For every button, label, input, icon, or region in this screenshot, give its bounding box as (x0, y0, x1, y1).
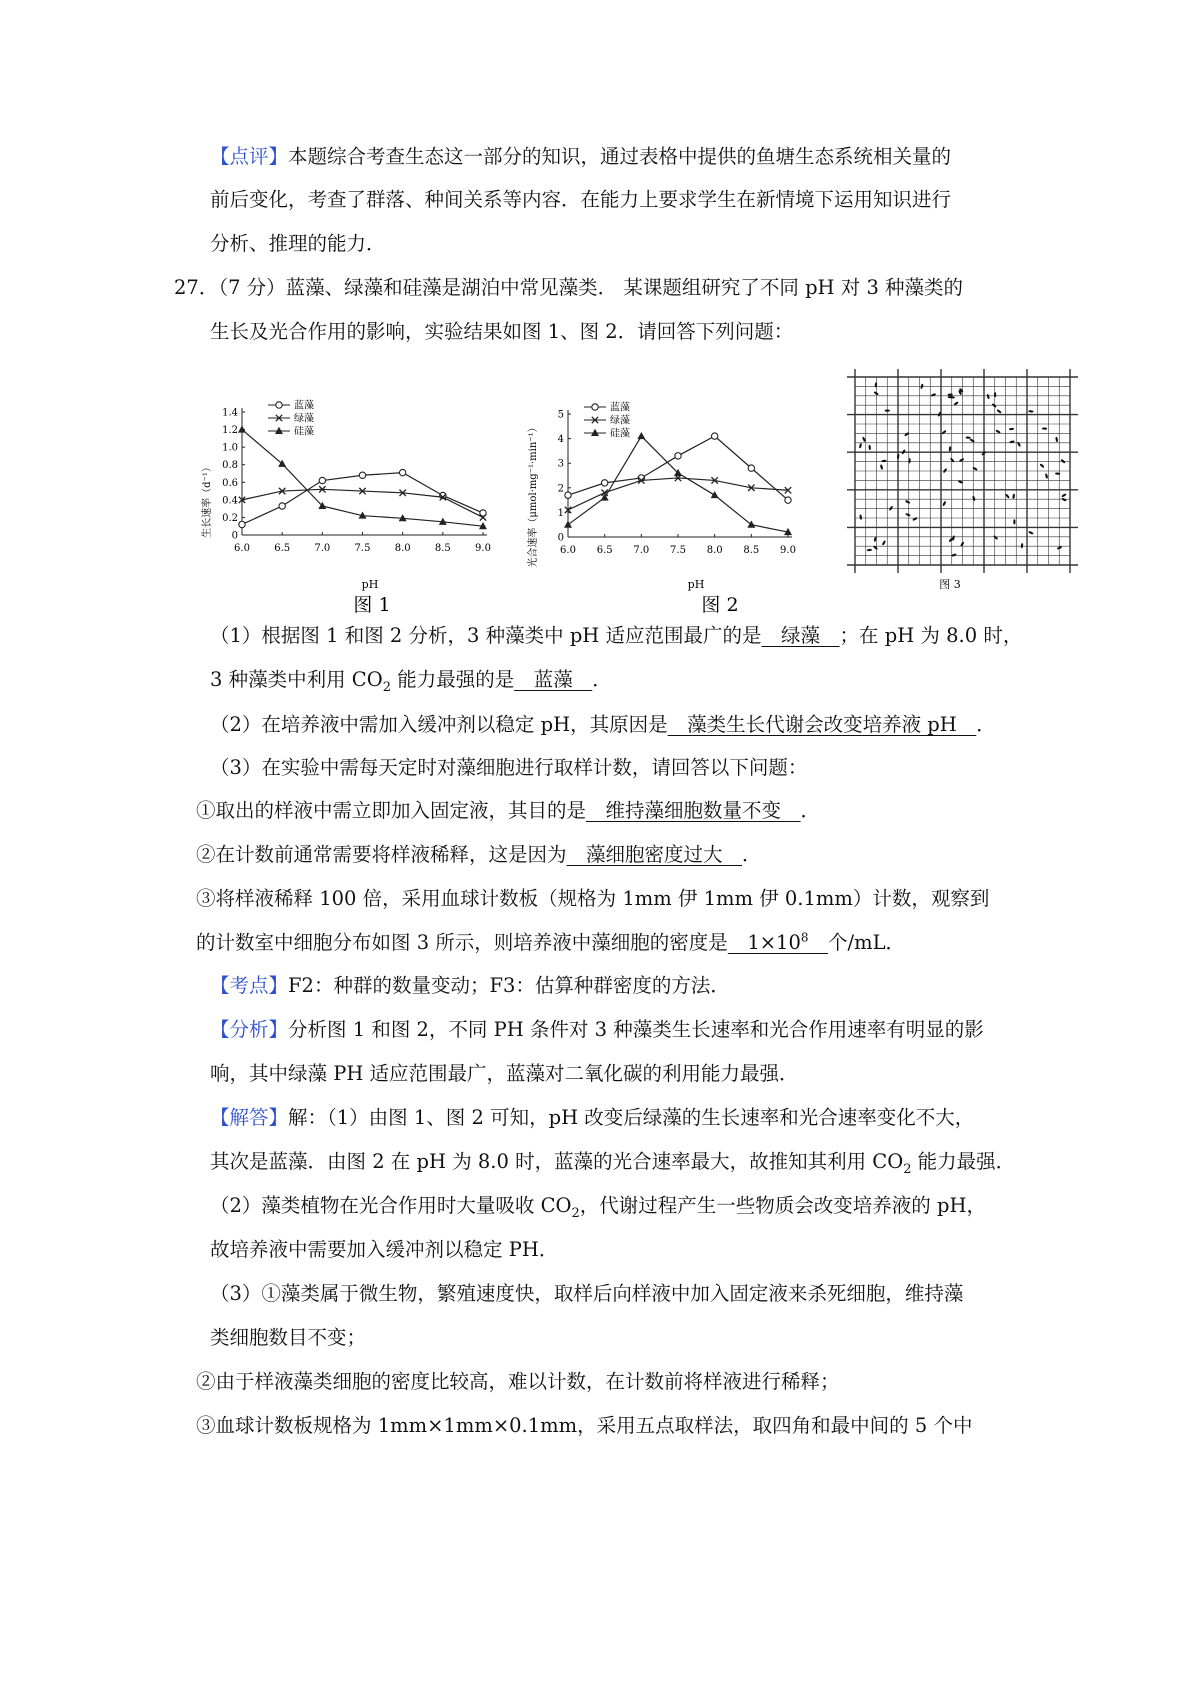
figure-2-ytick-label: 3 (557, 458, 564, 470)
part-1-text-d: 能力最强的是 (391, 668, 515, 691)
algae-cell (1028, 410, 1033, 413)
figure-2-ytick-label: 5 (557, 409, 564, 421)
algae-cell (1021, 543, 1024, 548)
figure-2-data-point (637, 432, 645, 439)
figure-2-xtick-label: 6.0 (560, 545, 576, 556)
figure-2-data-point (748, 465, 754, 471)
jieda-co2-sub-2: 2 (571, 1205, 580, 1221)
figure-2-data-point (711, 491, 719, 498)
algae-cell (859, 443, 863, 449)
review-line-1 (210, 143, 1030, 171)
part-2-text-a: （2）在培养液中需加入缓冲剂以稳定 pH，其原因是 (210, 713, 668, 736)
algae-cell (942, 501, 946, 507)
review-line-3: 分析、推理的能力． (210, 232, 386, 255)
algae-cell (993, 535, 998, 540)
figure-1-ytick-label: 1.0 (222, 442, 238, 454)
figure-2-data-point (785, 497, 791, 503)
sub-3-line-1: ③将样液稀释 100 倍，采用血球计数板（规格为 1mm 伊 1mm 伊 0.1mm）计数，观察到 (196, 887, 990, 910)
jieda-text-3a: （2）藻类植物在光合作用时大量吸收 CO (210, 1194, 572, 1217)
figure-2-data-point (747, 521, 755, 528)
answer-3-3-base: 1×10 (727, 931, 801, 954)
algae-cell (859, 514, 862, 519)
figure-1-chart (200, 385, 500, 620)
algae-cell (1028, 531, 1034, 535)
figure-1-data-point (359, 472, 365, 478)
jieda-line-2 (210, 1148, 1030, 1176)
figure-2-series-3 (564, 432, 792, 535)
algae-cell (931, 393, 937, 397)
answer-3-3-pad (809, 931, 829, 954)
jieda-line-1 (210, 1104, 1030, 1132)
figure-2-xtick-label: 9.0 (780, 545, 796, 556)
algae-cell (1012, 494, 1015, 499)
figure-1-data-point (399, 469, 405, 475)
algae-cell (994, 392, 996, 397)
algae-cell (1061, 493, 1067, 498)
algae-cell (1013, 519, 1015, 524)
algae-cell (868, 445, 871, 450)
answer-2: 藻类生长代谢会改变培养液 pH (667, 713, 977, 736)
co2-subscript: 2 (382, 679, 391, 695)
algae-cell (1060, 459, 1065, 464)
kaodian-line (210, 972, 1030, 1000)
answer-1-1: 绿藻 (761, 624, 840, 647)
fenxi-text-1: 分析图 1 和图 2，不同 PH 条件对 3 种藻类生长速率和光合作用速率有明显的影 (288, 1018, 984, 1041)
algae-cell (1042, 427, 1047, 430)
figure-2-data-point (564, 521, 572, 528)
figure-2-xtick-label: 8.0 (706, 545, 723, 556)
figure-1-ytick-label: 0 (231, 530, 238, 542)
figure-1-legend-label: 绿藻 (294, 413, 314, 425)
figure-2-series-1 (565, 433, 791, 503)
algae-cell (996, 409, 1001, 414)
algae-cell (880, 464, 883, 470)
figure-1-xtick-label: 8.5 (434, 543, 451, 554)
figure-3-counting-grid (845, 365, 1085, 600)
figure-2-legend-marker (592, 404, 598, 410)
review-tag: 【点评】 (210, 145, 289, 168)
algae-cell (950, 457, 955, 462)
figure-2-ytick-label: 0 (557, 532, 564, 544)
figure-2-data-point (675, 453, 681, 459)
figure-1-data-point (279, 503, 285, 509)
sub-2-text-b: ． (742, 843, 762, 866)
jieda-text-2a: 其次是蓝藻．由图 2 在 pH 为 8.0 时，蓝藻的光合速率最大，故推知其利用 CO (210, 1150, 904, 1173)
figure-2-legend-label: 蓝藻 (610, 402, 630, 414)
figure-2-legend-label: 硅藻 (610, 428, 630, 440)
sub-1-text-a: ①取出的样液中需立即加入固定液，其目的是 (196, 799, 587, 822)
answer-1-2: 蓝藻 (514, 668, 593, 691)
figure-2-xtick-label: 7.5 (670, 545, 686, 556)
question-27-line-1: 27．（7 分）蓝藻、绿藻和硅藻是湖泊中常见藻类． 某课题组研究了不同 pH 对 3 种藻类的 (174, 276, 964, 299)
figure-1-ytick-label: 0.8 (222, 460, 238, 472)
jieda-text-1: 解：（1）由图 1、图 2 可知，pH 改变后绿藻的生长速率和光合速率变化不大， (288, 1106, 975, 1129)
figure-1-legend-label: 蓝藻 (294, 400, 314, 412)
figure-1-xtick-label: 7.5 (354, 543, 371, 554)
algae-cell (966, 436, 971, 439)
sub-3-text-b: 个/mL． (828, 931, 906, 954)
figure-1-ytick-label: 0.2 (222, 512, 238, 524)
algae-cell (1045, 473, 1048, 479)
figure-2-ytick-label: 1 (557, 507, 564, 519)
figure-2-data-point (711, 433, 717, 439)
figure-2-data-point (565, 492, 571, 498)
sub-1-line (196, 797, 1016, 825)
algae-cell (882, 540, 886, 546)
figure-2-ylabel: 光合速率（μmol·mg⁻¹·min⁻¹） (528, 422, 539, 568)
algae-cell (1039, 463, 1044, 468)
figure-1-legend-marker (276, 402, 282, 408)
figure-1-legend-label: 硅藻 (294, 426, 314, 438)
part-2-text-b: ． (976, 713, 996, 736)
sub-1-text-b: ． (800, 799, 821, 822)
part-1-line-2 (210, 666, 1030, 694)
jieda-line-6: 类细胞数目不变； (210, 1326, 367, 1349)
algae-cell (943, 468, 948, 473)
algae-cell (972, 496, 976, 502)
jieda-tag: 【解答】 (210, 1106, 289, 1129)
answer-3-3 (728, 931, 828, 954)
figure-1-xtick-label: 9.0 (475, 543, 491, 554)
jieda-line-4: 故培养液中需要加入缓冲剂以稳定 PH． (210, 1238, 559, 1261)
algae-cell (941, 430, 946, 435)
algae-cell (873, 391, 879, 396)
figure-2-xtick-label: 8.5 (743, 545, 760, 556)
figure-2-xlabel: pH (687, 578, 705, 591)
figure-1-ytick-label: 1.2 (222, 425, 238, 437)
jieda-co2-sub-1: 2 (903, 1161, 912, 1177)
review-line-2: 前后变化，考查了群落、种间关系等内容．在能力上要求学生在新情境下运用知识进行 (210, 188, 952, 211)
figure-1-data-point (319, 477, 325, 483)
part-3-line: （3）在实验中需每天定时对藻细胞进行取样计数，请回答以下问题： (210, 756, 808, 779)
part-1-text-a: （1）根据图 1 和图 2 分析，3 种藻类中 pH 适应范围最广的是 (210, 624, 762, 647)
figure-1-caption: 图 1 (353, 594, 391, 616)
jieda-line-3 (210, 1192, 1030, 1220)
figure-2-chart (522, 385, 822, 620)
part-1-text-c: 3 种藻类中利用 CO (210, 668, 383, 691)
figure-1-data-point (238, 425, 246, 432)
answer-3-1: 维持藻细胞数量不变 (586, 799, 801, 822)
kaodian-text: F2：种群的数量变动；F3：估算种群密度的方法． (288, 974, 730, 997)
figure-1-xlabel: pH (361, 578, 379, 591)
figure-2-data-point (601, 480, 607, 486)
figure-1-ytick-label: 1.4 (222, 407, 238, 419)
figure-1-ylabel: 生长速率（d⁻¹） (202, 462, 213, 538)
figure-2-legend (584, 401, 630, 440)
sub-3-text-a: 的计数室中细胞分布如图 3 所示，则培养液中藻细胞的密度是 (196, 931, 728, 954)
algae-cell (949, 446, 952, 451)
figure-2-series-2 (565, 475, 791, 513)
figure-3-caption: 图 3 (939, 578, 961, 591)
figure-1-xtick-label: 7.0 (314, 543, 331, 554)
algae-cell (905, 500, 911, 504)
algae-cell (912, 517, 918, 521)
algae-cell (1017, 441, 1021, 447)
algae-cell (881, 460, 886, 463)
figure-2-legend-label: 绿藻 (610, 415, 630, 427)
kaodian-tag: 【考点】 (210, 974, 289, 997)
algae-cell (867, 549, 872, 552)
figure-1-series-1 (239, 469, 486, 527)
figure-1-xtick-label: 6.0 (234, 543, 250, 554)
figure-1-legend (268, 399, 314, 438)
algae-cell (897, 454, 900, 459)
jieda-line-7: ②由于样液藻类细胞的密度比较高，难以计数，在计数前将样液进行稀释； (196, 1370, 840, 1393)
algae-cell (905, 513, 911, 517)
figure-2-ytick-label: 2 (557, 483, 564, 495)
figure-1-ytick-label: 0.4 (222, 495, 238, 507)
algae-cell (986, 394, 990, 400)
part-1-text-b: ；在 pH 为 8.0 时， (839, 624, 1023, 647)
sub-2-text-a: ②在计数前通常需要将样液稀释，这是因为 (196, 843, 567, 866)
question-27-line-2: 生长及光合作用的影响，实验结果如图 1、图 2．请回答下列问题： (210, 320, 794, 343)
sub-3-line-2 (196, 929, 1016, 957)
answer-3-3-exponent: 8 (800, 930, 809, 945)
sub-2-line (196, 841, 1016, 869)
jieda-text-2b: 能力最强． (911, 1150, 1016, 1173)
algae-cell (969, 438, 975, 442)
jieda-text-3b: ，代谢过程产生一些物质会改变培养液的 pH， (579, 1194, 986, 1217)
figure-1-ytick-label: 0.6 (222, 477, 238, 489)
review-text-1: 本题综合考查生态这一部分的知识，通过表格中提供的鱼塘生态系统相关量的 (288, 145, 952, 168)
part-1-line-1 (210, 622, 1030, 650)
fenxi-line-1 (210, 1016, 1030, 1044)
algae-cell (885, 410, 890, 412)
figure-1-data-point (239, 521, 245, 527)
part-2-line (210, 711, 1030, 739)
algae-cell (1055, 437, 1058, 443)
jieda-line-5: （3）①藻类属于微生物，繁殖速度快，取样后向样液中加入固定液来杀死细胞，维持藻 (210, 1282, 964, 1305)
figure-2-legend-marker (591, 429, 599, 436)
figure-2-xtick-label: 7.0 (633, 545, 650, 556)
algae-cell (1009, 428, 1014, 431)
jieda-line-8: ③血球计数板规格为 1mm×1mm×0.1mm，采用五点取样法，取四角和最中间的 5 个中 (196, 1414, 973, 1437)
figure-2-ytick-label: 4 (557, 434, 564, 446)
fenxi-line-2: 响，其中绿藻 PH 适应范围最广，蓝藻对二氧化碳的利用能力最强． (210, 1062, 799, 1085)
algae-cell (1061, 497, 1067, 501)
figure-1-xtick-label: 6.5 (274, 543, 291, 554)
answer-3-2: 藻细胞密度过大 (566, 843, 743, 866)
part-1-text-e: ． (592, 668, 612, 691)
figure-2-xtick-label: 6.5 (596, 545, 613, 556)
figure-2-caption: 图 2 (701, 594, 739, 616)
fenxi-tag: 【分析】 (210, 1018, 289, 1041)
figure-1-legend-marker (275, 427, 283, 434)
figure-1-xtick-label: 8.0 (394, 543, 411, 554)
algae-cell (889, 506, 894, 512)
